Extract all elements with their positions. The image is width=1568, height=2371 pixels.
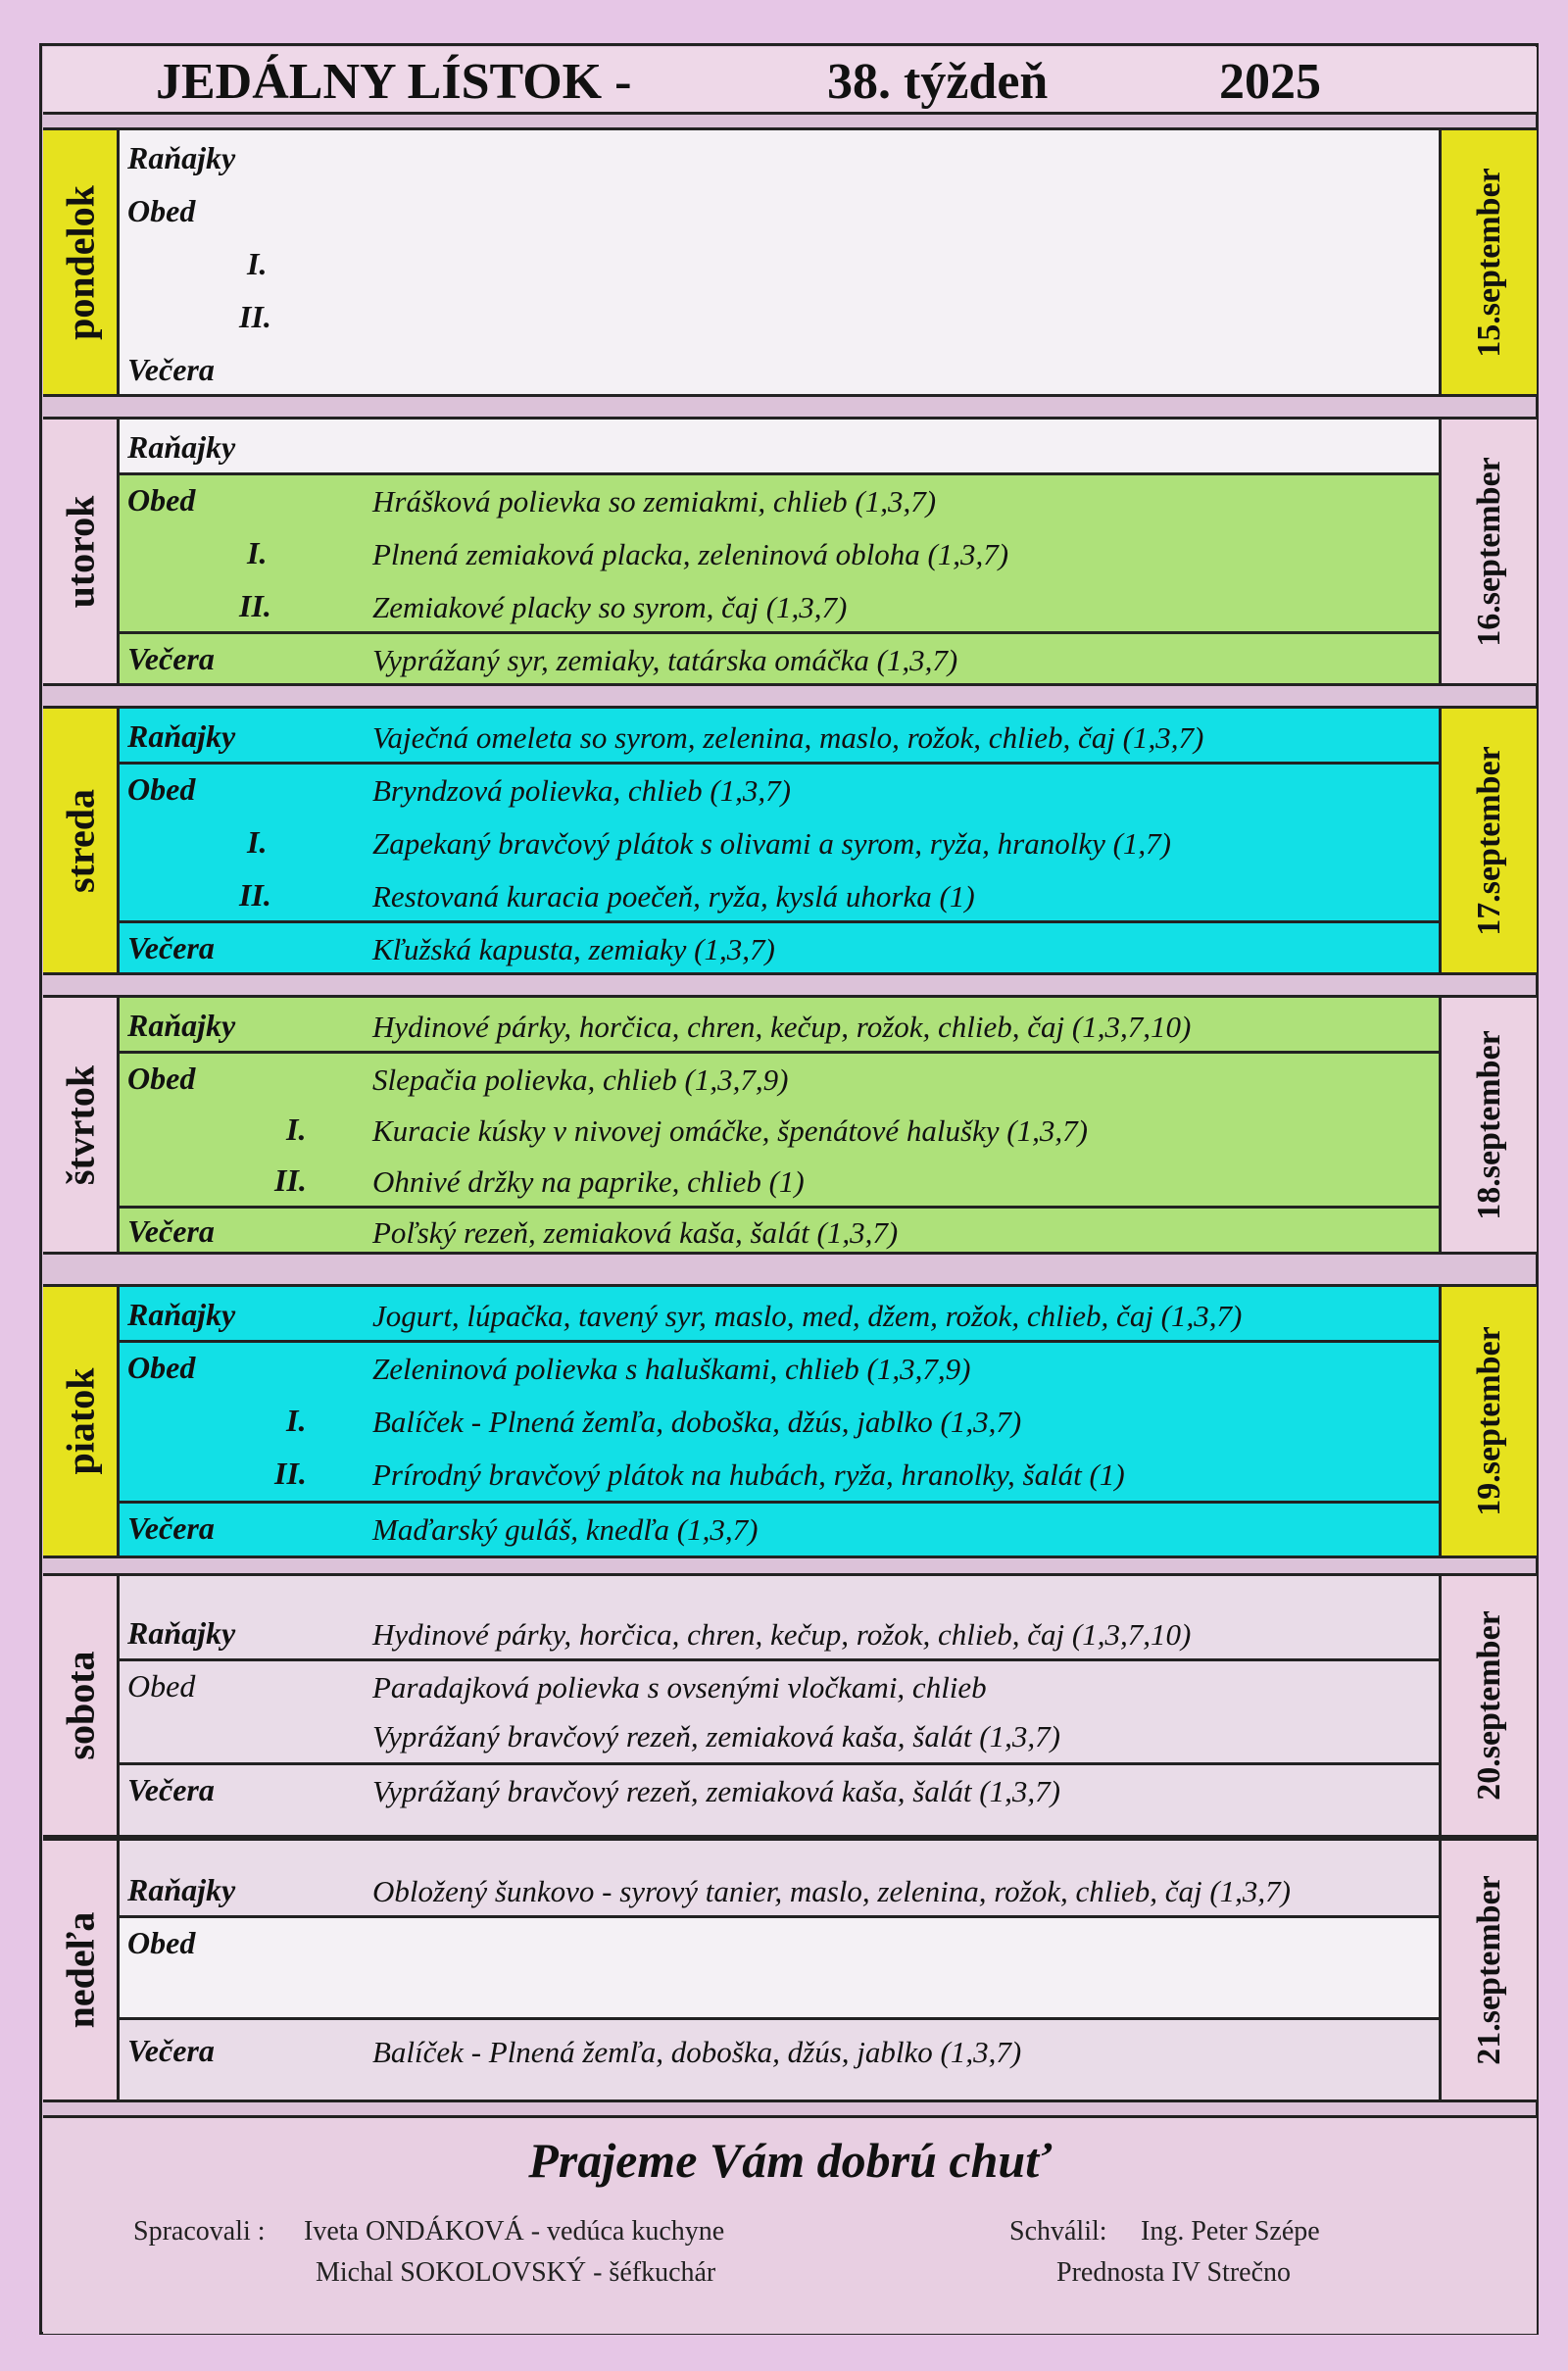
dinner-row	[120, 346, 1439, 393]
lunch-row	[120, 766, 1439, 813]
meals	[120, 130, 1439, 394]
menu-1-text: Zapekaný bravčový plátok s olivami a syrom, ryža, hranolky (1,7)	[372, 826, 1172, 861]
menu-2-label: II.	[239, 299, 271, 334]
prepared-label: Spracovali :	[133, 2216, 266, 2247]
menu-1-text: Plnená zemiaková placka, zeleninová obloha (1,3,7)	[372, 537, 1009, 571]
day-monday	[43, 127, 1537, 397]
lunch-row	[120, 1662, 1439, 1709]
menu-2-label: II.	[274, 1162, 307, 1198]
meals	[120, 709, 1439, 972]
breakfast-text: Hydinové párky, horčica, chren, kečup, rožok, chlieb, čaj (1,3,7,10)	[372, 1617, 1192, 1652]
meals	[120, 998, 1439, 1252]
dinner-row	[120, 924, 1439, 971]
lunch-label: Obed	[127, 193, 196, 228]
lunch-row	[120, 476, 1439, 523]
lunch-soup-text: Paradajková polievka s ovsenými vločkami, chlieb	[372, 1670, 987, 1704]
menu-2-label: II.	[239, 588, 271, 623]
menu-1-row	[120, 1106, 1439, 1153]
day-name: štvrtok	[43, 998, 120, 1252]
menu-1-label: I.	[247, 824, 268, 860]
day-name: pondelok	[43, 130, 120, 394]
lunch-row	[120, 187, 1439, 234]
wish-text: Prajeme Vám dobrú chuť	[528, 2133, 1052, 2188]
breakfast-label: Raňajky	[127, 1615, 236, 1651]
menu-2-text: Prírodný bravčový plátok na hubách, ryža, hranolky, šalát (1)	[372, 1457, 1125, 1492]
lunch-row	[120, 1055, 1439, 1102]
day-date: 18.september	[1439, 998, 1537, 1252]
breakfast-row	[120, 423, 1439, 470]
menu-1-label: I.	[247, 246, 268, 281]
lunch-main-text: Vyprážaný bravčový rezeň, zemiaková kaša, šalát (1,3,7)	[372, 1719, 1060, 1754]
year: 2025	[1219, 54, 1321, 110]
menu-2-row	[120, 293, 1439, 340]
lunch-row	[120, 1344, 1439, 1391]
meals	[120, 420, 1439, 683]
dinner-label: Večera	[127, 1772, 215, 1807]
footer	[43, 2115, 1537, 2334]
dinner-row	[120, 1505, 1439, 1552]
day-date: 17.september	[1439, 709, 1537, 972]
breakfast-text: Obložený šunkovo - syrový tanier, maslo, zelenina, rožok, chlieb, čaj (1,3,7)	[372, 1874, 1291, 1908]
dinner-label: Večera	[127, 2033, 215, 2068]
lunch-row	[120, 1919, 1439, 1966]
meals	[120, 1576, 1439, 1835]
breakfast-row	[120, 713, 1439, 760]
breakfast-label: Raňajky	[127, 1008, 236, 1043]
meals	[120, 1287, 1439, 1556]
dinner-row	[120, 1208, 1439, 1255]
day-sunday	[43, 1838, 1537, 2102]
breakfast-row	[120, 1609, 1439, 1656]
day-name: utorok	[43, 420, 120, 683]
day-name: nedeľa	[43, 1841, 120, 2099]
day-tuesday	[43, 417, 1537, 686]
menu-2-row	[120, 1450, 1439, 1497]
dinner-text: Vyprážaný syr, zemiaky, tatárska omáčka (1,3,7)	[372, 643, 958, 677]
breakfast-label: Raňajky	[127, 140, 236, 175]
approved-label: Schválil:	[1009, 2216, 1107, 2247]
dinner-row	[120, 1766, 1439, 1813]
breakfast-text: Vaječná omeleta so syrom, zelenina, maslo, rožok, chlieb, čaj (1,3,7)	[372, 720, 1204, 755]
day-name: streda	[43, 709, 120, 972]
breakfast-row	[120, 134, 1439, 181]
menu-1-row	[120, 529, 1439, 576]
day-wednesday	[43, 706, 1537, 975]
title-text: JEDÁLNY LÍSTOK -	[156, 54, 632, 110]
lunch-label: Obed	[127, 1925, 196, 1960]
dinner-text: Vyprážaný bravčový rezeň, zemiaková kaša, šalát (1,3,7)	[372, 1774, 1060, 1808]
breakfast-row	[120, 1291, 1439, 1338]
lunch-label: Obed	[127, 1350, 196, 1385]
menu-2-row	[120, 582, 1439, 629]
lunch-soup-text: Hrášková polievka so zemiakmi, chlieb (1,3,7)	[372, 484, 937, 519]
lunch-label: Obed	[127, 1668, 196, 1704]
lunch-label: Obed	[127, 1061, 196, 1096]
approved-title: Prednosta IV Strečno	[1056, 2257, 1291, 2288]
day-thursday	[43, 995, 1537, 1255]
dinner-text: Balíček - Plnená žemľa, doboška, džús, jablko (1,3,7)	[372, 2035, 1022, 2069]
breakfast-label: Raňajky	[127, 429, 236, 465]
breakfast-label: Raňajky	[127, 1297, 236, 1332]
breakfast-label: Raňajky	[127, 1872, 236, 1907]
lunch-label: Obed	[127, 482, 196, 518]
meals	[120, 1841, 1439, 2099]
menu-2-text: Zemiakové placky so syrom, čaj (1,3,7)	[372, 590, 848, 624]
dinner-label: Večera	[127, 352, 215, 387]
page-title	[43, 47, 1537, 115]
menu-1-label: I.	[286, 1111, 307, 1147]
menu-1-text: Kuracie kúsky v nivovej omáčke, špenátové halušky (1,3,7)	[372, 1113, 1088, 1148]
day-friday	[43, 1284, 1537, 1558]
menu-1-row	[120, 1397, 1439, 1444]
dinner-text: Kľužská kapusta, zemiaky (1,3,7)	[372, 932, 775, 966]
dinner-label: Večera	[127, 1213, 215, 1249]
dinner-row	[120, 2027, 1439, 2074]
dinner-label: Večera	[127, 1510, 215, 1546]
menu-2-text: Ohnivé držky na paprike, chlieb (1)	[372, 1164, 805, 1199]
breakfast-text: Hydinové párky, horčica, chren, kečup, rožok, chlieb, čaj (1,3,7,10)	[372, 1010, 1192, 1044]
day-saturday	[43, 1573, 1537, 1838]
day-date: 20.september	[1439, 1576, 1537, 1835]
week-number: 38. týždeň	[827, 54, 1049, 110]
menu-1-row	[120, 818, 1439, 865]
breakfast-row	[120, 1866, 1439, 1913]
prepared-by-2: Michal SOKOLOVSKÝ - šéfkuchár	[316, 2257, 716, 2288]
lunch-label: Obed	[127, 771, 196, 807]
lunch-soup-text: Bryndzová polievka, chlieb (1,3,7)	[372, 773, 791, 808]
menu-2-row	[120, 871, 1439, 918]
menu-1-row	[120, 240, 1439, 287]
day-date: 15.september	[1439, 130, 1537, 394]
dinner-label: Večera	[127, 641, 215, 676]
menu-2-row	[120, 1157, 1439, 1204]
menu-2-label: II.	[274, 1456, 307, 1491]
day-name: sobota	[43, 1576, 120, 1835]
day-date: 21.september	[1439, 1841, 1537, 2099]
dinner-label: Večera	[127, 930, 215, 965]
menu-1-text: Balíček - Plnená žemľa, doboška, džús, jablko (1,3,7)	[372, 1405, 1022, 1439]
day-date: 19.september	[1439, 1287, 1537, 1556]
menu-2-label: II.	[239, 877, 271, 913]
day-date: 16.september	[1439, 420, 1537, 683]
menu-2-text: Restovaná kuracia poečeň, ryža, kyslá uhorka (1)	[372, 879, 975, 914]
breakfast-text: Jogurt, lúpačka, tavený syr, maslo, med, džem, rožok, chlieb, čaj (1,3,7)	[372, 1299, 1243, 1333]
prepared-by-1: Iveta ONDÁKOVÁ - vedúca kuchyne	[304, 2216, 725, 2247]
breakfast-row	[120, 1002, 1439, 1049]
day-name: piatok	[43, 1287, 120, 1556]
lunch-soup-text: Zeleninová polievka s haluškami, chlieb (1,3,7,9)	[372, 1352, 971, 1386]
lunch-main-row	[120, 1711, 1439, 1758]
menu-1-label: I.	[286, 1403, 307, 1438]
dinner-row	[120, 635, 1439, 682]
lunch-soup-text: Slepačia polievka, chlieb (1,3,7,9)	[372, 1062, 789, 1097]
menu-1-label: I.	[247, 535, 268, 570]
dinner-text: Maďarský guláš, knedľa (1,3,7)	[372, 1512, 759, 1547]
approved-name: Ing. Peter Szépe	[1141, 2216, 1320, 2247]
dinner-text: Poľský rezeň, zemiaková kaša, šalát (1,3,7)	[372, 1215, 899, 1250]
breakfast-label: Raňajky	[127, 718, 236, 754]
